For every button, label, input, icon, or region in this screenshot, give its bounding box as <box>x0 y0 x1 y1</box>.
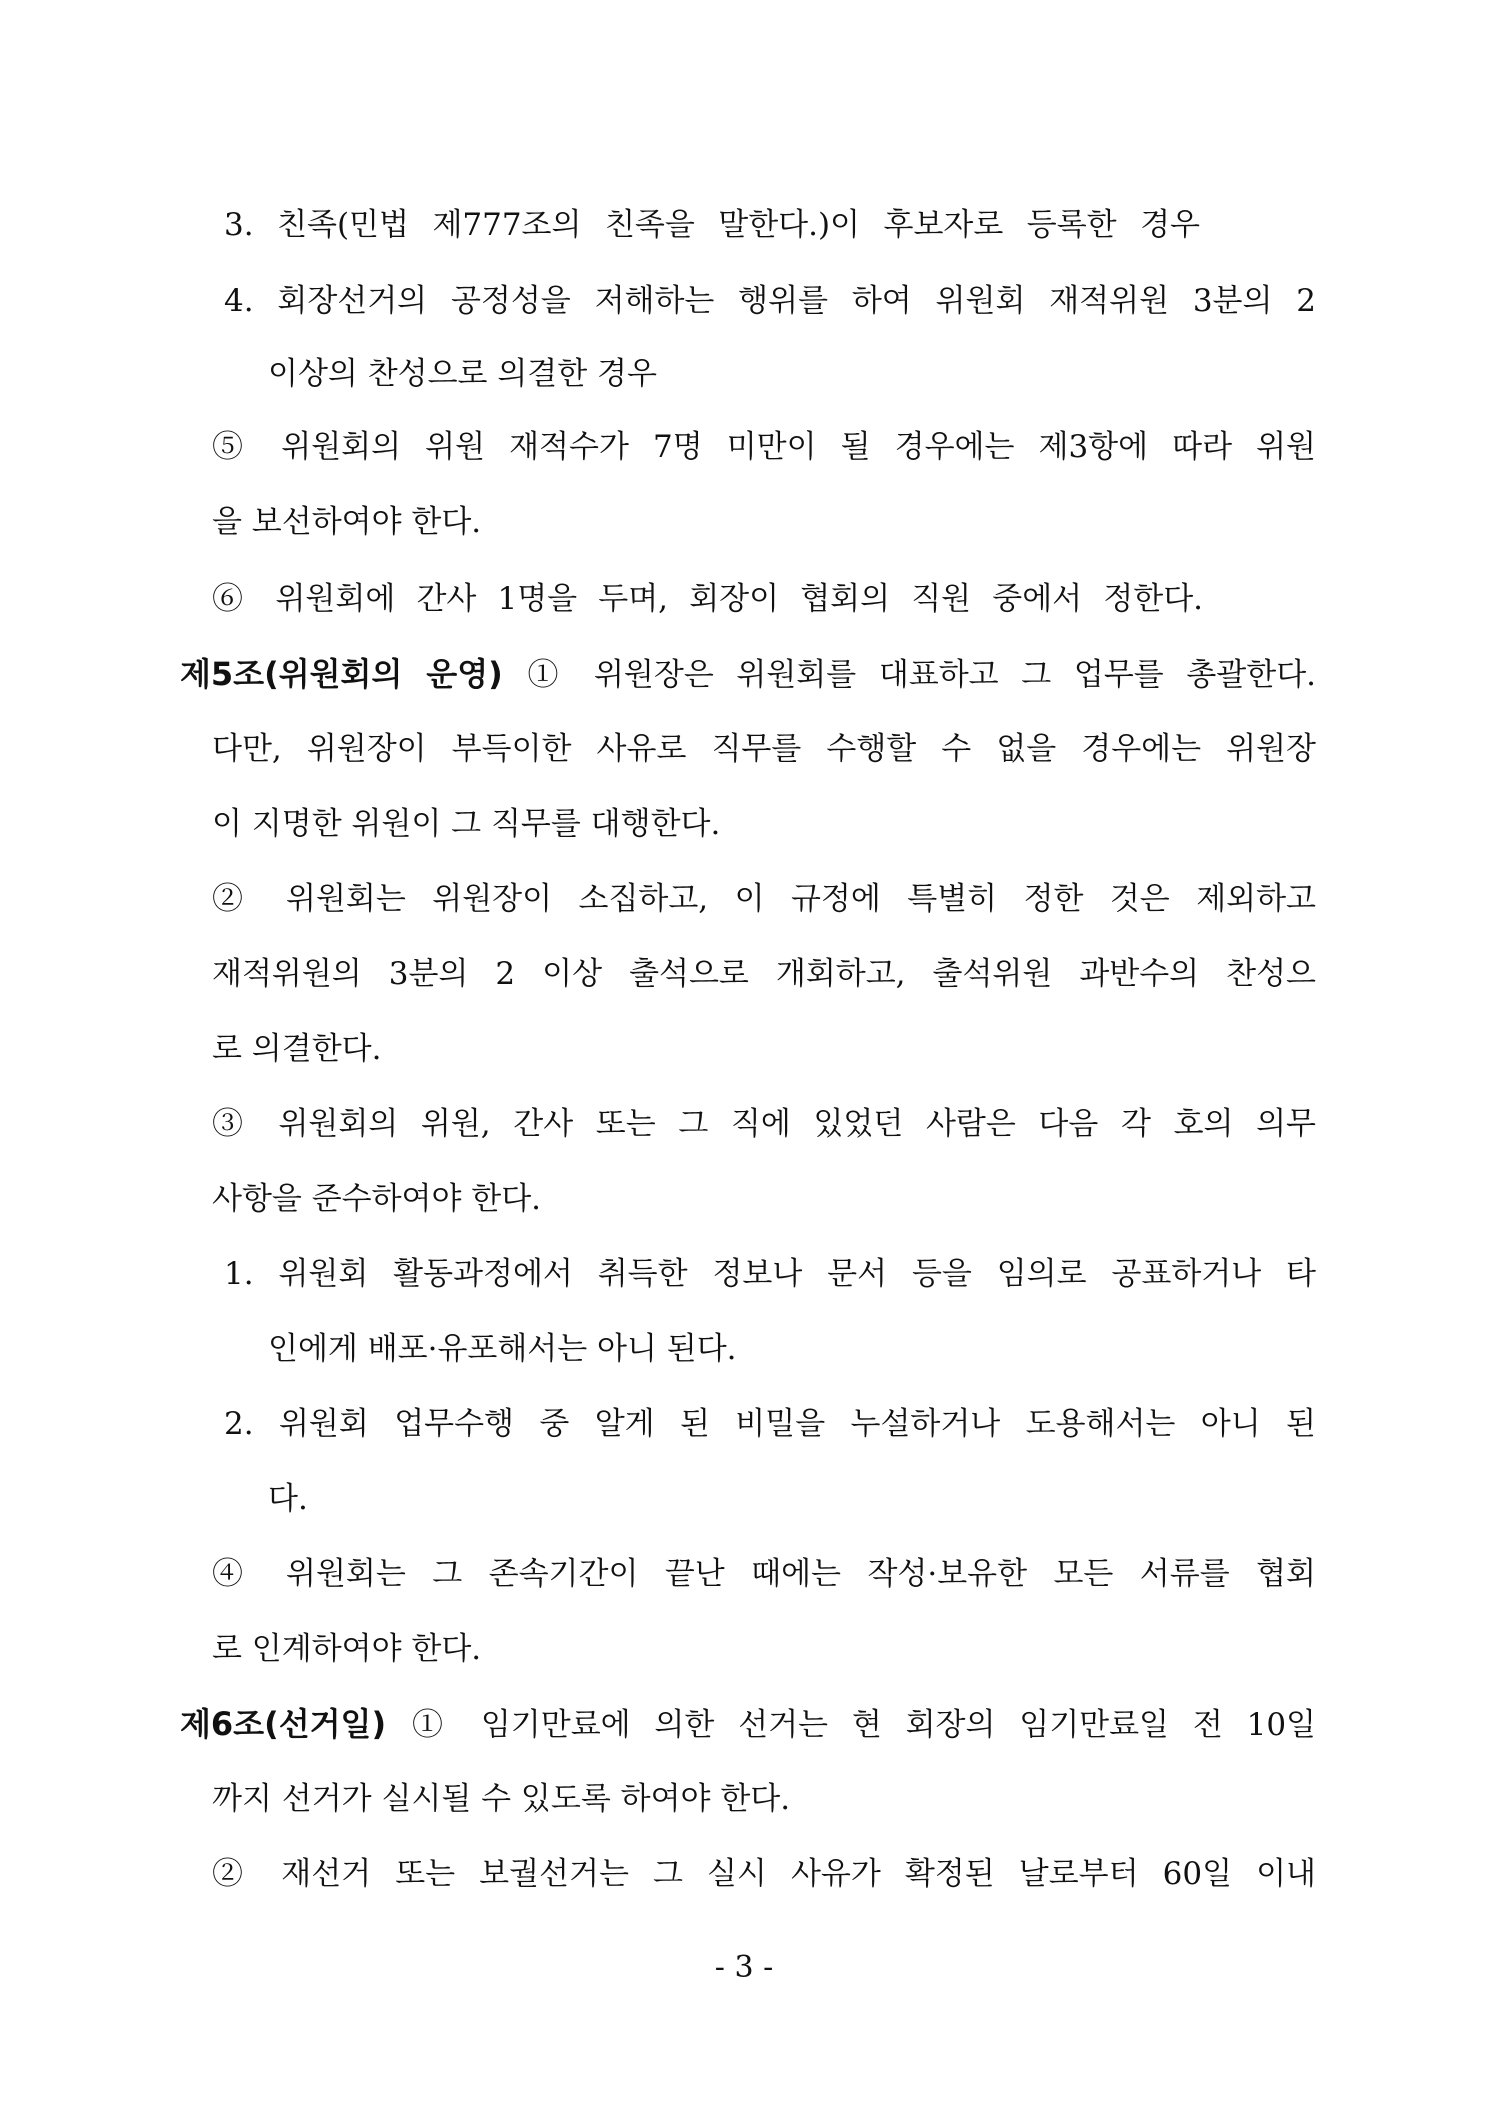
article-5-line-2: 다만, 위원장이 부득이한 사유로 직무를 수행할 수 없을 경우에는 위원장 <box>212 731 1316 767</box>
article-5-line-3: 이 지명한 위원이 그 직무를 대행한다. <box>212 806 721 842</box>
article-6-para-1: ① 임기만료에 의한 선거는 현 회장의 임기만료일 전 10일 <box>398 1707 1316 1743</box>
article-6-title: 제6조(선거일) <box>180 1705 387 1743</box>
item-4-line-2: 이상의 찬성으로 의결한 경우 <box>268 356 657 392</box>
article-5-para-2-line-1: ② 위원회는 위원장이 소집하고, 이 규정에 특별히 정한 것은 제외하고 <box>212 881 1316 917</box>
article-5-para-3-line-1: ③ 위원회의 위원, 간사 또는 그 직에 있었던 사람은 다음 각 호의 의무 <box>212 1106 1316 1142</box>
article-5-para-3-line-2: 사항을 준수하여야 한다. <box>212 1181 542 1217</box>
article-6-line-2: 까지 선거가 실시될 수 있도록 하여야 한다. <box>212 1781 791 1817</box>
article-5-para-2-line-3: 로 의결한다. <box>212 1031 382 1067</box>
article-6-heading-line <box>180 1704 1316 1744</box>
page-number: - 3 - <box>714 1950 774 1985</box>
article-5-title: 제5조(위원회의 운영) <box>180 655 503 693</box>
article-5-item-1-line-1: 1. 위원회 활동과정에서 취득한 정보나 문서 등을 임의로 공표하거나 타 <box>224 1256 1316 1292</box>
article-5-item-1-line-2: 인에게 배포·유포해서는 아니 된다. <box>268 1331 737 1367</box>
article-5-para-4-line-1: ④ 위원회는 그 존속기간이 끝난 때에는 작성·보유한 모든 서류를 협회 <box>212 1556 1316 1592</box>
article-5-item-2-line-1: 2. 위원회 업무수행 중 알게 된 비밀을 누설하거나 도용해서는 아니 된 <box>224 1406 1316 1442</box>
article-6-para-2-line-1: ② 재선거 또는 보궐선거는 그 실시 사유가 확정된 날로부터 60일 이내 <box>212 1856 1316 1892</box>
para-5-line-2: 을 보선하여야 한다. <box>212 504 482 540</box>
item-4-line-1: 4. 회장선거의 공정성을 저해하는 행위를 하여 위원회 재적위원 3분의 2 <box>224 283 1316 319</box>
article-5-heading-line <box>180 654 1316 694</box>
para-5-line-1: ⑤ 위원회의 위원 재적수가 7명 미만이 될 경우에는 제3항에 따라 위원 <box>212 429 1316 465</box>
para-6-line: ⑥ 위원회에 간사 1명을 두며, 회장이 협회의 직원 중에서 정한다. <box>212 581 1203 617</box>
item-3-line: 3. 친족(민법 제777조의 친족을 말한다.)이 후보자로 등록한 경우 <box>224 207 1200 243</box>
article-5-para-2-line-2: 재적위원의 3분의 2 이상 출석으로 개회하고, 출석위원 과반수의 찬성으 <box>212 956 1316 992</box>
article-5-para-4-line-2: 로 인계하여야 한다. <box>212 1631 482 1667</box>
article-5-item-2-line-2: 다. <box>268 1481 308 1517</box>
article-5-para-1: ① 위원장은 위원회를 대표하고 그 업무를 총괄한다. <box>514 657 1316 693</box>
